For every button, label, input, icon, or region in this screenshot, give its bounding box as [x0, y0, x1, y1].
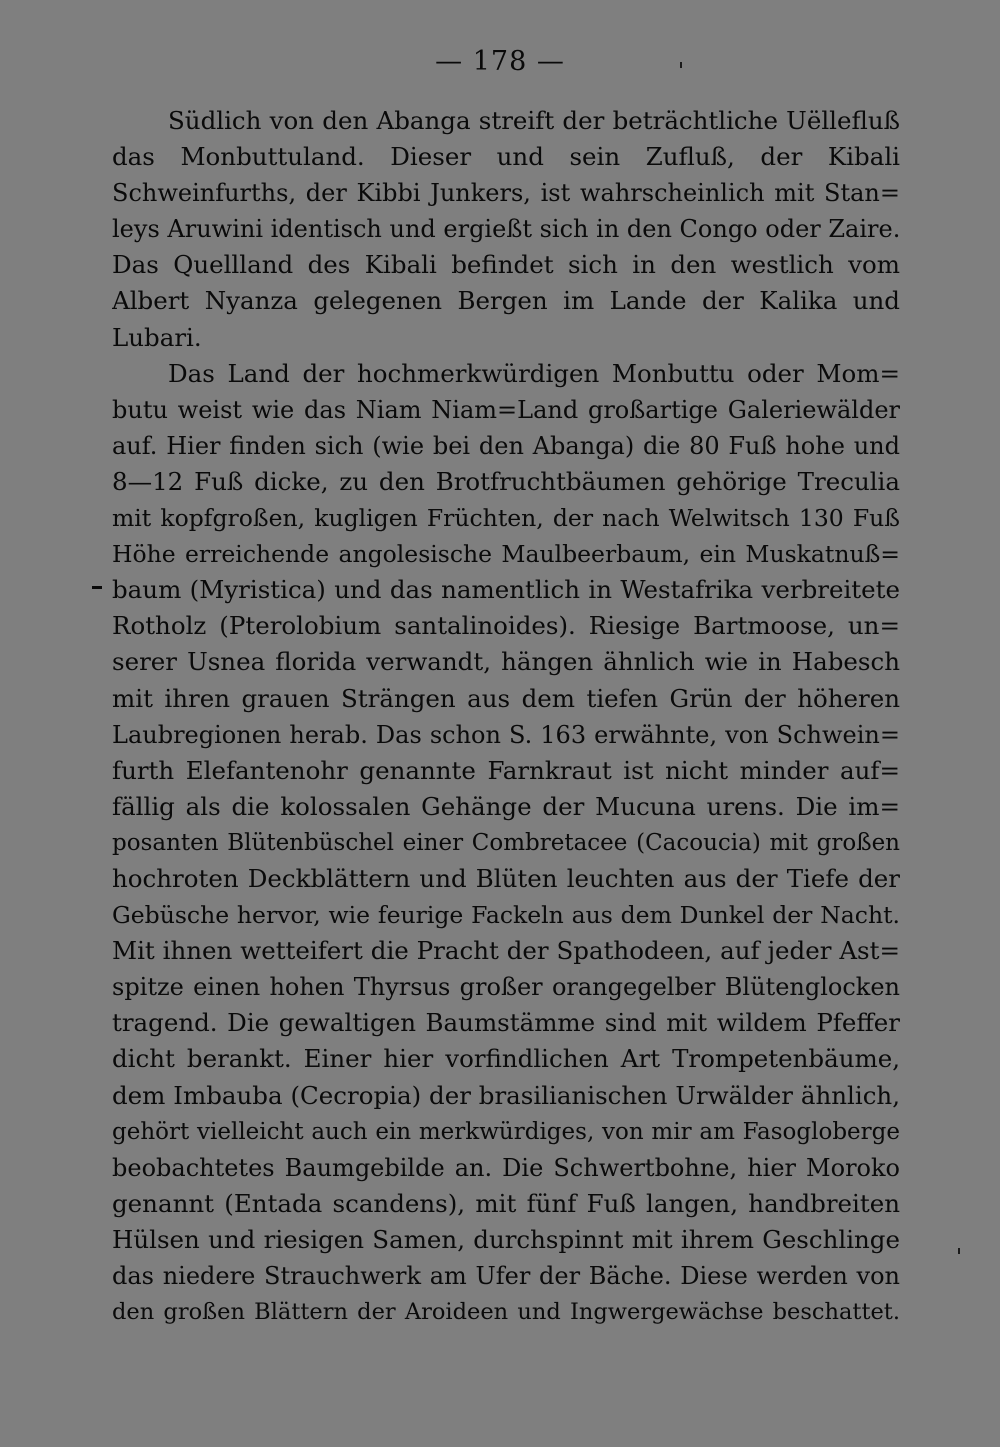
text-line: gehört vielleicht auch ein merkwürdiges, von mir am Fasogloberge: [112, 1118, 900, 1145]
text-line: serer Usnea florida verwandt, hängen ähnlich wie in Habesch: [112, 647, 900, 677]
text-line: den großen Blättern der Aroideen und Ingwergewächse beschattet.: [112, 1299, 900, 1326]
text-line: 8—12 Fuß dicke, zu den Brotfruchtbäumen gehörige Treculia: [112, 466, 900, 496]
text-line: Lubari.: [112, 322, 202, 352]
speck: [680, 62, 682, 68]
text-line: das niedere Strauchwerk am Ufer der Bäche. Diese werden von: [112, 1262, 900, 1290]
text-line: furth Elefantenohr genannte Farnkraut ist nicht minder auf=: [112, 755, 900, 785]
text-line: beobachtetes Baumgebilde an. Die Schwertbohne, hier Moroko: [112, 1153, 900, 1182]
text-line: Albert Nyanza gelegenen Bergen im Lande der Kalika und: [112, 286, 900, 316]
text-line: Rotholz (Pterolobium santalinoides). Riesige Bartmoose, un=: [112, 611, 900, 641]
text-line: mit kopfgroßen, kugligen Früchten, der nach Welwitsch 130 Fuß: [112, 504, 900, 533]
text-line: fällig als die kolossalen Gehänge der Mucuna urens. Die im=: [112, 791, 900, 821]
text-line: Südlich von den Abanga streift der beträchtliche Uëllefluß: [168, 106, 900, 135]
text-line: dem Imbauba (Cecropia) der brasilianischen Urwälder ähnlich,: [112, 1080, 900, 1110]
text-line: genannt (Entada scandens), mit fünf Fuß langen, handbreiten: [112, 1188, 900, 1218]
text-line: posanten Blütenbüschel einer Combretacee (Cacoucia) mit großen: [112, 829, 900, 856]
text-line: butu weist wie das Niam Niam=Land großartige Galeriewälder: [112, 395, 900, 424]
text-line: spitze einen hohen Thyrsus großer orangegelber Blütenglocken: [112, 973, 900, 1002]
page-number: — 178 —: [435, 46, 565, 77]
text-line: Hülsen und riesigen Samen, durchspinnt mit ihrem Geschlinge: [112, 1224, 900, 1254]
text-line: leys Aruwini identisch und ergießt sich in den Congo oder Zaire.: [112, 215, 900, 244]
text-line: tragend. Die gewaltigen Baumstämme sind mit wildem Pfeffer: [112, 1008, 900, 1038]
text-line: das Monbuttuland. Dieser und sein Zufluß, der Kibali: [112, 142, 900, 172]
speck: [958, 1248, 960, 1254]
page-text: [112, 103, 900, 1330]
margin-mark: [92, 586, 102, 589]
text-line: Das Quellland des Kibali befindet sich in den westlich vom: [112, 250, 900, 280]
text-line: mit ihren grauen Strängen aus dem tiefen Grün der höheren: [112, 683, 900, 713]
text-line: Mit ihnen wetteifert die Pracht der Spathodeen, auf jeder Ast=: [112, 936, 900, 966]
text-line: Das Land der hochmerkwürdigen Monbuttu oder Mom=: [168, 358, 900, 388]
text-line: auf. Hier finden sich (wie bei den Abanga) die 80 Fuß hohe und: [112, 431, 900, 460]
text-line: Höhe erreichende angolesische Maulbeerbaum, ein Muskatnuß=: [112, 540, 900, 569]
text-line: dicht berankt. Einer hier vorfindlichen Art Trompetenbäume,: [112, 1044, 900, 1074]
text-line: Schweinfurths, der Kibbi Junkers, ist wahrscheinlich mit Stan=: [112, 179, 900, 208]
text-line: Laubregionen herab. Das schon S. 163 erwähnte, von Schwein=: [112, 720, 900, 749]
text-line: baum (Myristica) und das namentlich in Westafrika verbreitete: [112, 575, 900, 605]
text-line: Gebüsche hervor, wie feurige Fackeln aus dem Dunkel der Nacht.: [112, 901, 900, 930]
text-line: hochroten Deckblättern und Blüten leuchten aus der Tiefe der: [112, 863, 900, 893]
